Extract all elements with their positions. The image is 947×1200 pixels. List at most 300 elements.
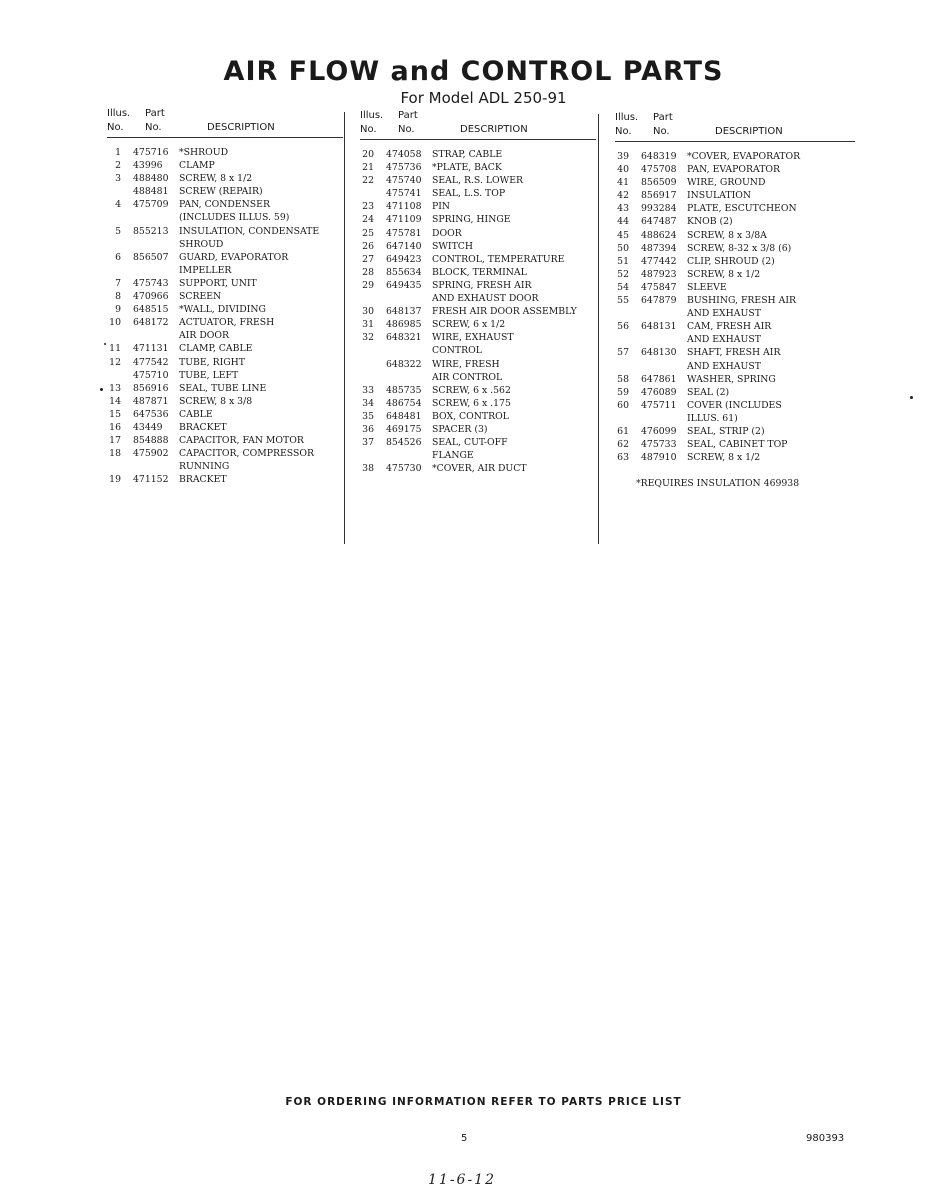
- parts-row: [107, 251, 343, 264]
- parts-row: [107, 434, 343, 447]
- illus-no-label: No.: [360, 124, 377, 135]
- parts-row: [107, 238, 343, 251]
- illus-number: 43: [617, 203, 629, 215]
- parts-row: [360, 318, 596, 331]
- parts-row: [615, 333, 855, 346]
- part-description: PAN, EVAPORATOR: [687, 164, 781, 176]
- part-number: 649435: [386, 279, 422, 291]
- illus-number: 7: [115, 277, 121, 289]
- part-description: *COVER, AIR DUCT: [432, 463, 527, 475]
- parts-row: [107, 146, 343, 159]
- parts-row: [360, 397, 596, 410]
- description-label: DESCRIPTION: [207, 122, 275, 133]
- parts-row: [615, 346, 855, 359]
- part-description: PAN, CONDENSER: [179, 199, 270, 211]
- parts-row: [360, 423, 596, 436]
- parts-row: [360, 305, 596, 318]
- part-number: 993284: [641, 203, 677, 215]
- parts-row: [360, 279, 596, 292]
- part-no-label: No.: [145, 122, 162, 133]
- illus-number: 8: [115, 291, 121, 303]
- part-number: 475847: [641, 281, 677, 293]
- parts-row: [107, 225, 343, 238]
- parts-row: [107, 303, 343, 316]
- illus-number: 26: [362, 240, 374, 252]
- illus-number: 58: [617, 373, 629, 385]
- part-number: 854526: [386, 437, 422, 449]
- illus-number: 14: [109, 395, 121, 407]
- part-number: 648481: [386, 410, 422, 422]
- part-number: 475740: [386, 175, 422, 187]
- parts-row: [615, 242, 855, 255]
- part-description: COVER (INCLUDES: [687, 399, 782, 411]
- part-description: SCREW, 6 x .562: [432, 384, 511, 396]
- part-number: 477542: [133, 356, 169, 368]
- part-description: SWITCH: [432, 240, 474, 252]
- parts-row: [615, 399, 855, 412]
- illus-number: 54: [617, 281, 629, 293]
- parts-row: [615, 189, 855, 202]
- illus-number: 34: [362, 397, 374, 409]
- part-description: AND EXHAUST: [687, 360, 761, 372]
- part-number: 855634: [386, 266, 422, 278]
- part-description: (INCLUDES ILLUS. 59): [179, 212, 290, 224]
- part-number: 475716: [133, 147, 169, 158]
- part-description: STRAP, CABLE: [432, 149, 503, 160]
- part-label: Part: [653, 112, 673, 123]
- parts-row: [360, 384, 596, 397]
- part-description: SLEEVE: [687, 281, 727, 293]
- part-number: 470966: [133, 291, 169, 303]
- part-no-label: No.: [398, 124, 415, 135]
- illus-number: 37: [362, 437, 374, 449]
- part-number: 486754: [386, 397, 422, 409]
- part-description: BOX, CONTROL: [432, 410, 509, 422]
- part-description: SCREW, 8-32 x 3/8 (6): [687, 242, 792, 254]
- illus-number: 35: [362, 410, 374, 422]
- parts-column-3: [615, 112, 855, 464]
- parts-row: [107, 395, 343, 408]
- part-description: AND EXHAUST: [687, 308, 761, 320]
- part-description: IMPELLER: [179, 264, 232, 276]
- description-label: DESCRIPTION: [460, 124, 528, 135]
- column-header-top: [615, 112, 855, 126]
- part-number: 476099: [641, 425, 677, 437]
- illus-number: 52: [617, 268, 629, 280]
- illus-number: 59: [617, 386, 629, 398]
- part-description: SPRING, FRESH AIR: [432, 279, 532, 291]
- part-description: TUBE, LEFT: [179, 369, 239, 381]
- part-description: ACTUATOR, FRESH: [179, 317, 275, 329]
- illus-number: 40: [617, 164, 629, 176]
- illus-number: 63: [617, 452, 629, 464]
- illus-number: 21: [362, 162, 374, 174]
- parts-row: [107, 198, 343, 211]
- part-number: 648131: [641, 321, 677, 333]
- parts-row: [107, 316, 343, 329]
- parts-row: [360, 213, 596, 226]
- part-description: CONTROL, TEMPERATURE: [432, 253, 565, 265]
- parts-row: [360, 344, 596, 357]
- parts-row: [360, 331, 596, 344]
- part-description: FLANGE: [432, 450, 474, 462]
- parts-row: [107, 290, 343, 303]
- parts-row: [615, 255, 855, 268]
- part-number: 856509: [641, 177, 677, 189]
- column-header: [615, 126, 855, 142]
- illus-number: 12: [109, 356, 121, 368]
- illus-number: 57: [617, 347, 629, 359]
- parts-row: [360, 358, 596, 371]
- parts-row: [615, 268, 855, 281]
- part-description: SPACER (3): [432, 423, 488, 435]
- part-description: SCREW (REPAIR): [179, 186, 263, 198]
- illus-number: 29: [362, 279, 374, 291]
- part-description: INSULATION: [687, 190, 752, 202]
- part-number: 488624: [641, 229, 677, 241]
- illus-number: 42: [617, 190, 629, 202]
- illus-number: 62: [617, 439, 629, 451]
- illus-no-label: No.: [615, 126, 632, 137]
- description-label: DESCRIPTION: [715, 126, 783, 137]
- illus-number: 36: [362, 423, 374, 435]
- illus-number: 38: [362, 463, 374, 475]
- scan-speck: [104, 343, 106, 345]
- page-title: AIR FLOW and CONTROL PARTS: [223, 56, 724, 87]
- column-header-top: [360, 110, 596, 124]
- parts-row: [107, 172, 343, 185]
- illus-number: 32: [362, 332, 374, 344]
- part-description: CLAMP, CABLE: [179, 343, 253, 355]
- part-number: 486985: [386, 319, 422, 331]
- part-description: SEAL, STRIP (2): [687, 425, 765, 437]
- parts-row: [360, 410, 596, 423]
- illus-number: 51: [617, 255, 629, 267]
- parts-list: [107, 146, 343, 486]
- illus-number: 19: [109, 474, 121, 486]
- parts-row: [107, 277, 343, 290]
- part-number: 471109: [386, 214, 422, 226]
- illus-number: 50: [617, 242, 629, 254]
- illus-number: 55: [617, 295, 629, 307]
- illus-number: 24: [362, 214, 374, 226]
- illus-number: 25: [362, 227, 374, 239]
- parts-row: [615, 163, 855, 176]
- part-number: 647861: [641, 373, 677, 385]
- parts-row: [360, 449, 596, 462]
- part-description: SPRING, HINGE: [432, 214, 511, 226]
- column-header: [107, 122, 343, 138]
- part-description: SCREW, 8 x 1/2: [179, 173, 253, 185]
- illus-no-label: No.: [107, 122, 124, 133]
- illus-number: 18: [109, 448, 121, 460]
- illus-number: 27: [362, 253, 374, 265]
- part-number: 477442: [641, 255, 677, 267]
- column-divider: [598, 114, 599, 544]
- part-number: 475711: [641, 399, 677, 411]
- parts-row: [360, 266, 596, 279]
- part-description: CONTROL: [432, 345, 482, 357]
- part-description: AIR CONTROL: [432, 371, 503, 383]
- part-description: CAPACITOR, COMPRESSOR: [179, 448, 314, 460]
- illus-number: 45: [617, 229, 629, 241]
- part-number: 648321: [386, 332, 422, 344]
- part-number: 854888: [133, 435, 169, 447]
- part-number: 471131: [133, 343, 169, 355]
- parts-row: [615, 229, 855, 242]
- parts-row: [107, 421, 343, 434]
- part-description: SCREW, 8 x 3/8: [179, 395, 253, 407]
- part-description: SCREW, 8 x 1/2: [687, 268, 761, 280]
- part-number: 475708: [641, 164, 677, 176]
- parts-row: [360, 148, 596, 161]
- part-number: 43996: [133, 160, 163, 172]
- part-number: 647879: [641, 295, 677, 307]
- illus-number: 22: [362, 175, 374, 187]
- part-description: PIN: [432, 201, 451, 213]
- part-description: SHROUD: [179, 238, 224, 250]
- parts-row: [107, 473, 343, 486]
- illus-number: 13: [109, 382, 121, 394]
- parts-row: [107, 356, 343, 369]
- part-number: 475743: [133, 277, 169, 289]
- parts-list: [615, 150, 855, 464]
- part-number: 487394: [641, 242, 677, 254]
- illus-number: 31: [362, 319, 374, 331]
- part-number: 471108: [386, 201, 422, 213]
- part-description: SCREW, 8 x 3/8A: [687, 229, 767, 241]
- part-description: SCREEN: [179, 291, 222, 303]
- column-header: [360, 124, 596, 140]
- part-label: Part: [145, 108, 165, 119]
- handwritten-note: 11-6-12: [428, 1172, 496, 1188]
- scan-speck: [100, 388, 103, 391]
- part-number: 475733: [641, 439, 677, 451]
- illus-number: 41: [617, 177, 629, 189]
- ordering-info: FOR ORDERING INFORMATION REFER TO PARTS PRICE LIST: [285, 1096, 682, 1108]
- parts-row: [615, 202, 855, 215]
- part-number: 488481: [133, 186, 169, 198]
- part-number: 648172: [133, 317, 169, 329]
- part-description: BRACKET: [179, 421, 227, 433]
- part-description: SEAL (2): [687, 386, 730, 398]
- part-description: AND EXHAUST DOOR: [432, 293, 539, 305]
- illus-number: 4: [115, 199, 121, 211]
- part-description: SEAL, TUBE LINE: [179, 382, 267, 394]
- part-number: 648319: [641, 151, 677, 162]
- illus-number: 3: [115, 173, 121, 185]
- part-description: SCREW, 6 x .175: [432, 397, 511, 409]
- parts-row: [360, 200, 596, 213]
- parts-row: [360, 292, 596, 305]
- part-description: FRESH AIR DOOR ASSEMBLY: [432, 306, 577, 318]
- illus-number: 2: [115, 160, 121, 172]
- part-number: 647140: [386, 240, 422, 252]
- parts-row: [107, 460, 343, 473]
- part-number: 648130: [641, 347, 677, 359]
- part-number: 647487: [641, 216, 677, 228]
- part-number: 855213: [133, 225, 169, 237]
- illus-number: 28: [362, 266, 374, 278]
- page-number: 5: [461, 1133, 468, 1144]
- parts-row: [615, 281, 855, 294]
- illus-number: 44: [617, 216, 629, 228]
- parts-row: [360, 174, 596, 187]
- part-description: INSULATION, CONDENSATE: [179, 225, 320, 237]
- part-description: GUARD, EVAPORATOR: [179, 251, 289, 263]
- part-description: SEAL, CABINET TOP: [687, 439, 788, 451]
- part-number: 648322: [386, 358, 422, 370]
- parts-row: [107, 211, 343, 224]
- part-description: SCREW, 6 x 1/2: [432, 319, 506, 331]
- parts-row: [615, 451, 855, 464]
- illus-number: 5: [115, 225, 121, 237]
- part-description: *COVER, EVAPORATOR: [687, 151, 801, 162]
- part-description: WIRE, EXHAUST: [432, 332, 514, 344]
- part-number: 647536: [133, 408, 169, 420]
- part-description: TUBE, RIGHT: [179, 356, 245, 368]
- illus-number: 10: [109, 317, 121, 329]
- page-subtitle: For Model ADL 250-91: [400, 89, 567, 107]
- illus-number: 61: [617, 425, 629, 437]
- parts-row: [107, 408, 343, 421]
- parts-row: [107, 159, 343, 172]
- illus-number: 11: [109, 343, 121, 355]
- parts-row: [615, 307, 855, 320]
- part-description: AIR DOOR: [179, 330, 230, 342]
- part-number: 856507: [133, 251, 169, 263]
- parts-row: [615, 294, 855, 307]
- part-number: 475710: [133, 369, 169, 381]
- part-description: SUPPORT, UNIT: [179, 277, 257, 289]
- parts-row: [615, 215, 855, 228]
- part-description: *WALL, DIVIDING: [179, 304, 266, 316]
- parts-row: [107, 369, 343, 382]
- illus-label: Illus.: [615, 112, 639, 123]
- parts-row: [615, 412, 855, 425]
- part-number: 856917: [641, 190, 677, 202]
- part-description: *PLATE, BACK: [432, 162, 502, 174]
- part-number: 475736: [386, 162, 422, 174]
- part-description: CABLE: [179, 408, 213, 420]
- part-number: 485735: [386, 384, 422, 396]
- part-number: 487871: [133, 395, 169, 407]
- part-number: 469175: [386, 423, 422, 435]
- parts-row: [360, 436, 596, 449]
- illus-number: 23: [362, 201, 374, 213]
- illus-number: 16: [109, 421, 121, 433]
- part-description: PLATE, ESCUTCHEON: [687, 203, 797, 215]
- insulation-footnote: *REQUIRES INSULATION 469938: [636, 478, 800, 489]
- parts-row: [360, 161, 596, 174]
- part-description: SEAL, CUT-OFF: [432, 437, 508, 449]
- part-number: 476089: [641, 386, 677, 398]
- part-number: 649423: [386, 253, 422, 265]
- illus-number: 56: [617, 321, 629, 333]
- parts-row: [107, 329, 343, 342]
- part-number: 474058: [386, 149, 422, 160]
- part-number: 648515: [133, 304, 169, 316]
- part-no-label: No.: [653, 126, 670, 137]
- part-number: 475741: [386, 188, 422, 200]
- part-number: 475902: [133, 448, 169, 460]
- parts-row: [360, 227, 596, 240]
- parts-row: [615, 176, 855, 189]
- parts-row: [615, 360, 855, 373]
- part-number: 475781: [386, 227, 422, 239]
- part-number: 648137: [386, 306, 422, 318]
- part-label: Part: [398, 110, 418, 121]
- part-description: ILLUS. 61): [687, 412, 738, 424]
- part-description: BLOCK, TERMINAL: [432, 266, 527, 278]
- parts-column-2: [360, 110, 596, 475]
- part-number: 488480: [133, 173, 169, 185]
- parts-row: [615, 150, 855, 163]
- illus-number: 9: [115, 304, 121, 316]
- part-description: SHAFT, FRESH AIR: [687, 347, 781, 359]
- part-description: CAM, FRESH AIR: [687, 321, 772, 333]
- parts-row: [360, 462, 596, 475]
- part-description: CLIP, SHROUD (2): [687, 255, 775, 267]
- illus-number: 33: [362, 384, 374, 396]
- part-description: CLAMP: [179, 160, 215, 172]
- illus-number: 1: [115, 147, 121, 158]
- illus-number: 39: [617, 151, 629, 162]
- part-description: KNOB (2): [687, 216, 733, 228]
- parts-column-1: [107, 108, 343, 486]
- illus-number: 30: [362, 306, 374, 318]
- column-divider: [344, 112, 345, 544]
- parts-row: [615, 425, 855, 438]
- part-number: 471152: [133, 474, 169, 486]
- parts-row: [360, 371, 596, 384]
- illus-number: 60: [617, 399, 629, 411]
- part-number: 856916: [133, 382, 169, 394]
- scan-speck: [910, 396, 913, 399]
- column-header-top: [107, 108, 343, 122]
- parts-row: [615, 438, 855, 451]
- parts-row: [107, 185, 343, 198]
- parts-list: [360, 148, 596, 475]
- part-description: BUSHING, FRESH AIR: [687, 295, 797, 307]
- parts-row: [360, 240, 596, 253]
- part-number: 487910: [641, 452, 677, 464]
- parts-row: [107, 264, 343, 277]
- parts-row: [615, 373, 855, 386]
- parts-row: [615, 386, 855, 399]
- part-description: *SHROUD: [179, 147, 229, 158]
- part-description: CAPACITOR, FAN MOTOR: [179, 435, 304, 447]
- part-description: WASHER, SPRING: [687, 373, 776, 385]
- part-number: 475709: [133, 199, 169, 211]
- illus-number: 20: [362, 149, 374, 160]
- part-number: 487923: [641, 268, 677, 280]
- parts-row: [107, 382, 343, 395]
- parts-row: [107, 342, 343, 355]
- part-description: SEAL, L.S. TOP: [432, 188, 506, 200]
- part-description: RUNNING: [179, 461, 230, 473]
- parts-row: [615, 320, 855, 333]
- parts-row: [107, 447, 343, 460]
- illus-label: Illus.: [360, 110, 384, 121]
- part-description: WIRE, GROUND: [687, 177, 766, 189]
- illus-number: 17: [109, 435, 121, 447]
- part-description: DOOR: [432, 227, 462, 239]
- part-description: WIRE, FRESH: [432, 358, 500, 370]
- part-description: AND EXHAUST: [687, 334, 761, 346]
- part-description: SEAL, R.S. LOWER: [432, 175, 523, 187]
- part-number: 43449: [133, 421, 163, 433]
